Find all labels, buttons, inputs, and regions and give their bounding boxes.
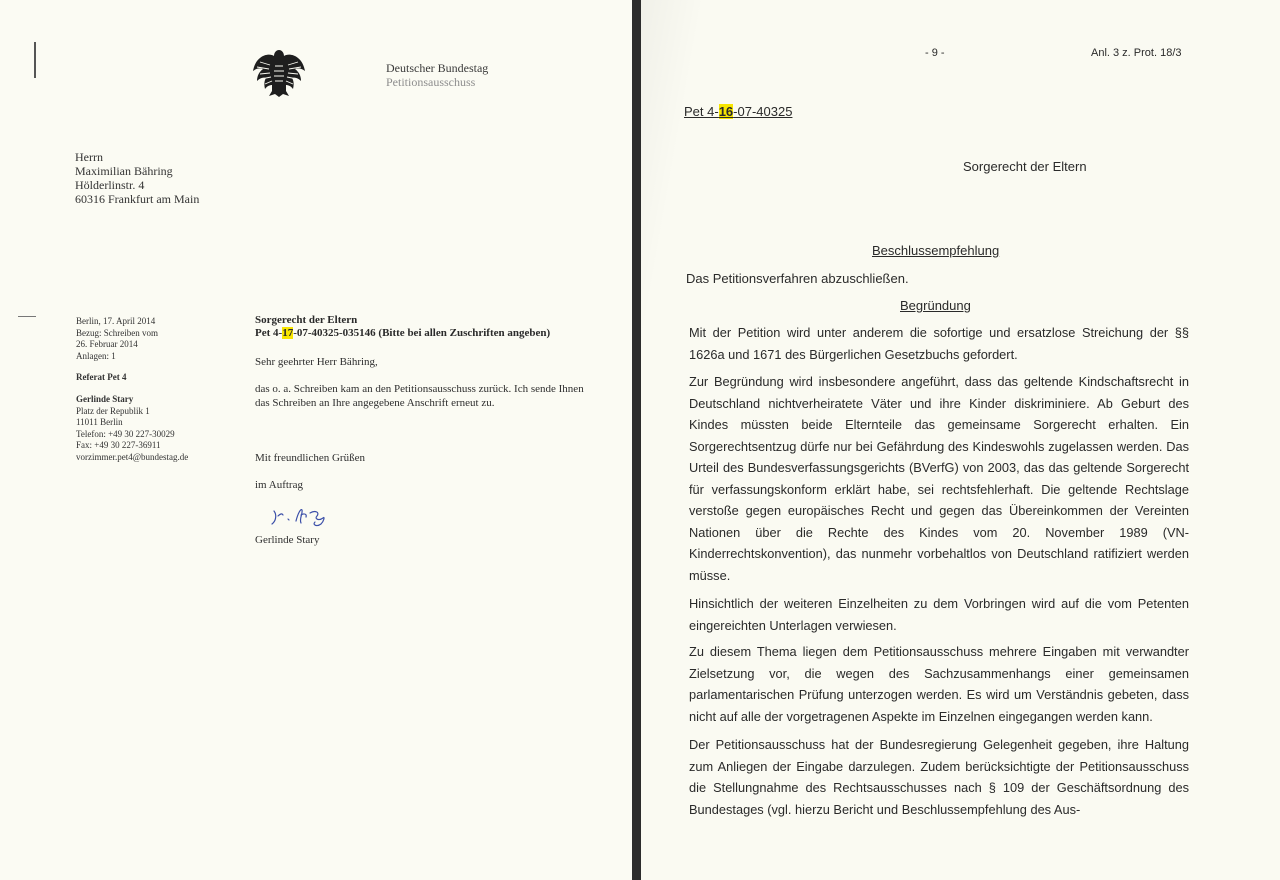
margin-dash (18, 316, 36, 317)
petition-prefix: Pet 4- (255, 327, 283, 339)
contact-fax: Fax: +49 30 227-36911 (76, 440, 161, 451)
annex-reference: Anl. 3 z. Prot. 18/3 (1091, 47, 1182, 59)
letter-body: das o. a. Schreiben kam an den Petitionsausschuss zurück. Ich sende Ihnen das Schreiben an Ihre angegebene Anschrift erneut zu. (255, 383, 584, 409)
petition-prefix: Pet 4- (684, 104, 719, 119)
address-line: Herrn (75, 150, 103, 164)
reasoning-heading: Begründung (900, 298, 971, 313)
sender-info-block (76, 316, 188, 464)
letter-closing: Mit freundlichen Grüßen (255, 452, 365, 464)
petition-suffix: -07-40325 (733, 104, 793, 119)
letter-date: Berlin, 17. April 2014 (76, 316, 156, 326)
protocol-page (641, 0, 1280, 880)
on-behalf-note: im Auftrag (255, 479, 303, 491)
contact-line: 11011 Berlin (76, 417, 123, 428)
reference-date: 26. Februar 2014 (76, 339, 138, 350)
recipient-address (75, 150, 199, 206)
highlighted-number: 16 (718, 104, 734, 119)
petition-suffix: -07-40325-035146 (Bitte bei allen Zuschriften angeben) (293, 327, 551, 339)
letter-subject: Sorgerecht der Eltern (255, 314, 358, 326)
contact-name: Gerlinde Stary (76, 393, 134, 404)
signature-image (268, 503, 334, 529)
petition-reference (255, 327, 550, 339)
contact-line: Platz der Republik 1 (76, 405, 150, 416)
margin-bar (34, 42, 36, 78)
organization-department: Petitionsausschuss (386, 75, 476, 89)
paragraph: Der Petitionsausschuss hat der Bundesregierung Gelegenheit gegeben, ihre Haltung zum Anliegen der Eingabe darzulegen. Zudem berücksichtigte der Petitionsausschuss die Stellungnahme des Rechtsausschusses nach § 109 der Geschäftsordnung des Bundestages (vgl. hierzu Bericht und Beschlussempfehlung des Aus- (689, 737, 1189, 817)
attachments-count: Anlagen: 1 (76, 350, 116, 361)
address-line: 60316 Frankfurt am Main (75, 192, 200, 206)
recommendation-text: Das Petitionsverfahren abzuschließen. (686, 271, 909, 286)
federal-eagle-icon (251, 48, 307, 98)
petition-number (684, 104, 792, 119)
contact-phone: Telefon: +49 30 227-30029 (76, 428, 175, 439)
letter-greeting: Sehr geehrter Herr Bähring, (255, 356, 378, 368)
reference-label: Bezug: Schreiben vom (76, 327, 158, 338)
document-title: Sorgerecht der Eltern (963, 159, 1087, 174)
page-number: - 9 - (925, 47, 945, 59)
recommendation-heading: Beschlussempfehlung (872, 243, 1000, 258)
address-line: Hölderlinstr. 4 (75, 178, 145, 192)
paragraph: Hinsichtlich der weiteren Einzelheiten zu dem Vorbringen wird auf die vom Petenten eingereichten Unterlagen verwiesen. (689, 596, 1189, 633)
paragraph: Mit der Petition wird unter anderem die sofortige und ersatzlose Streichung der §§ 1626a und 1671 des Bürgerlichen Gesetzbuchs gefordert. (689, 325, 1189, 362)
paragraph: Zu diesem Thema liegen dem Petitionsausschuss mehrere Eingaben mit verwandter Zielsetzung vor, die wegen des Sachzusammenhangs einer gemeinsamen parlamentarischen Prüfung unterzogen werden. Es wird um Verständnis gebeten, dass nicht auf alle der vorgetragenen Aspekte im Einzelnen eingegangen werden kann. (689, 644, 1189, 724)
address-line: Maximilian Bähring (75, 164, 173, 178)
highlighted-number: 17 (282, 327, 294, 339)
contact-email: vorzimmer.pet4@bundestag.de (76, 451, 189, 462)
department-unit: Referat Pet 4 (76, 372, 127, 383)
cover-letter-page (0, 0, 632, 880)
paragraph: Zur Begründung wird insbesondere angeführt, dass das geltende Kindschaftsrecht in Deutschland nichtverheiratete Väter und ihre Kinder diskriminiere. Ab Geburt des Kindes müssten beide Elternteile das gemeinsame Sorgerecht erhalten. Ein Sorgerechtsentzug dürfe nur bei Gefährdung des Kindeswohls zugelassen werden. Das Urteil des Bundesverfassungsgerichts (BVerfG) von 2003, das das geltende Sorgerecht für verfassungskonform erklärt habe, sei rechtsfehlerhaft. Die geltende Rechtslage verstoße gegen europäisches Recht und gegen das Übereinkommen der Vereinten Nationen über die Rechte des Kindes vom 20. November 1989 (VN-Kinderrechtskonvention), das nunmehr vorbehaltlos von Deutschland ratifiziert werden müsse. (689, 374, 1189, 583)
signatory-name: Gerlinde Stary (255, 534, 320, 546)
organization-name: Deutscher Bundestag (386, 61, 489, 75)
